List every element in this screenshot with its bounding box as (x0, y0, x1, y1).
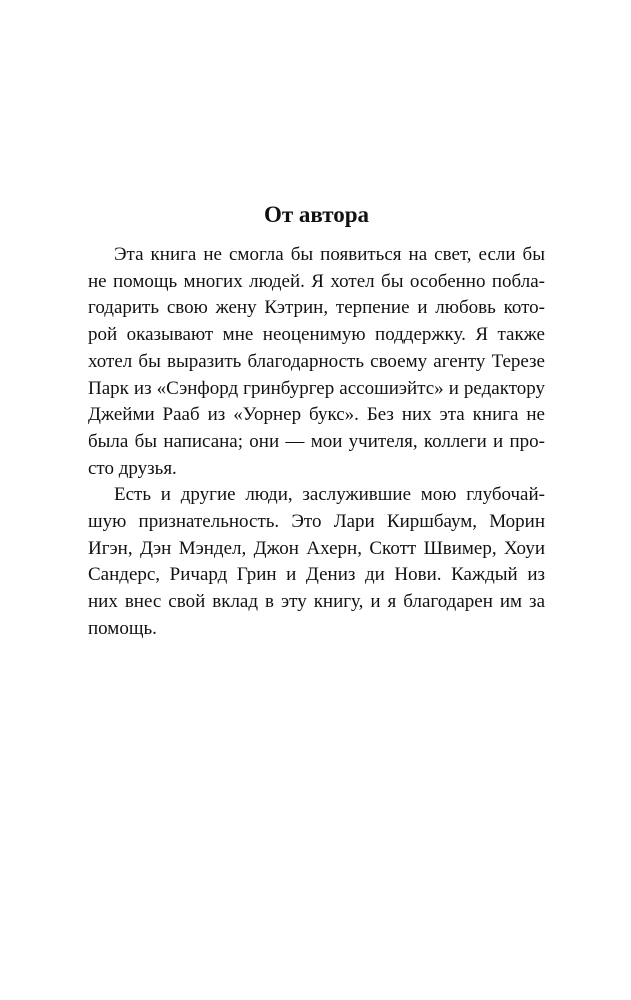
text-line: Есть и другие люди, заслужившие мою глубочай- (114, 484, 545, 506)
text-line: них внес свой вклад в эту книгу, и я благодарен им за (88, 591, 545, 613)
text-line: не помощь многих людей. Я хотел бы особенно побла- (88, 270, 545, 292)
text-line: шую признательность. Это Лари Киршбаум, Морин (88, 511, 545, 533)
paragraph-1 (88, 242, 545, 482)
text-line: хотел бы выразить благодарность своему агенту Терезе (88, 350, 545, 372)
paragraph-2 (88, 482, 545, 642)
text-line: Сандерс, Ричард Грин и Дениз ди Нови. Каждый из (88, 564, 545, 586)
page-content (88, 198, 545, 643)
text-line: Парк из «Сэнфорд гринбургер ассошиэйтс» и редактору (88, 377, 545, 399)
text-line: рой оказывают мне неоценимую поддержку. Я также (88, 324, 545, 346)
text-line: Эта книга не смогла бы появиться на свет, если бы (114, 244, 545, 265)
text-line: помощь. (88, 617, 157, 639)
text-line: была бы написана; они — мои учителя, коллеги и про- (88, 430, 545, 452)
text-line: годарить свою жену Кэтрин, терпение и любовь кото- (88, 297, 545, 319)
page-title: От автора (263, 202, 370, 227)
text-line: Джейми Рааб из «Уорнер букс». Без них эта книга не (88, 404, 545, 426)
text-line: сто друзья. (88, 457, 177, 479)
text-line: Игэн, Дэн Мэндел, Джон Ахерн, Скотт Швимер, Хоуи (88, 537, 545, 559)
